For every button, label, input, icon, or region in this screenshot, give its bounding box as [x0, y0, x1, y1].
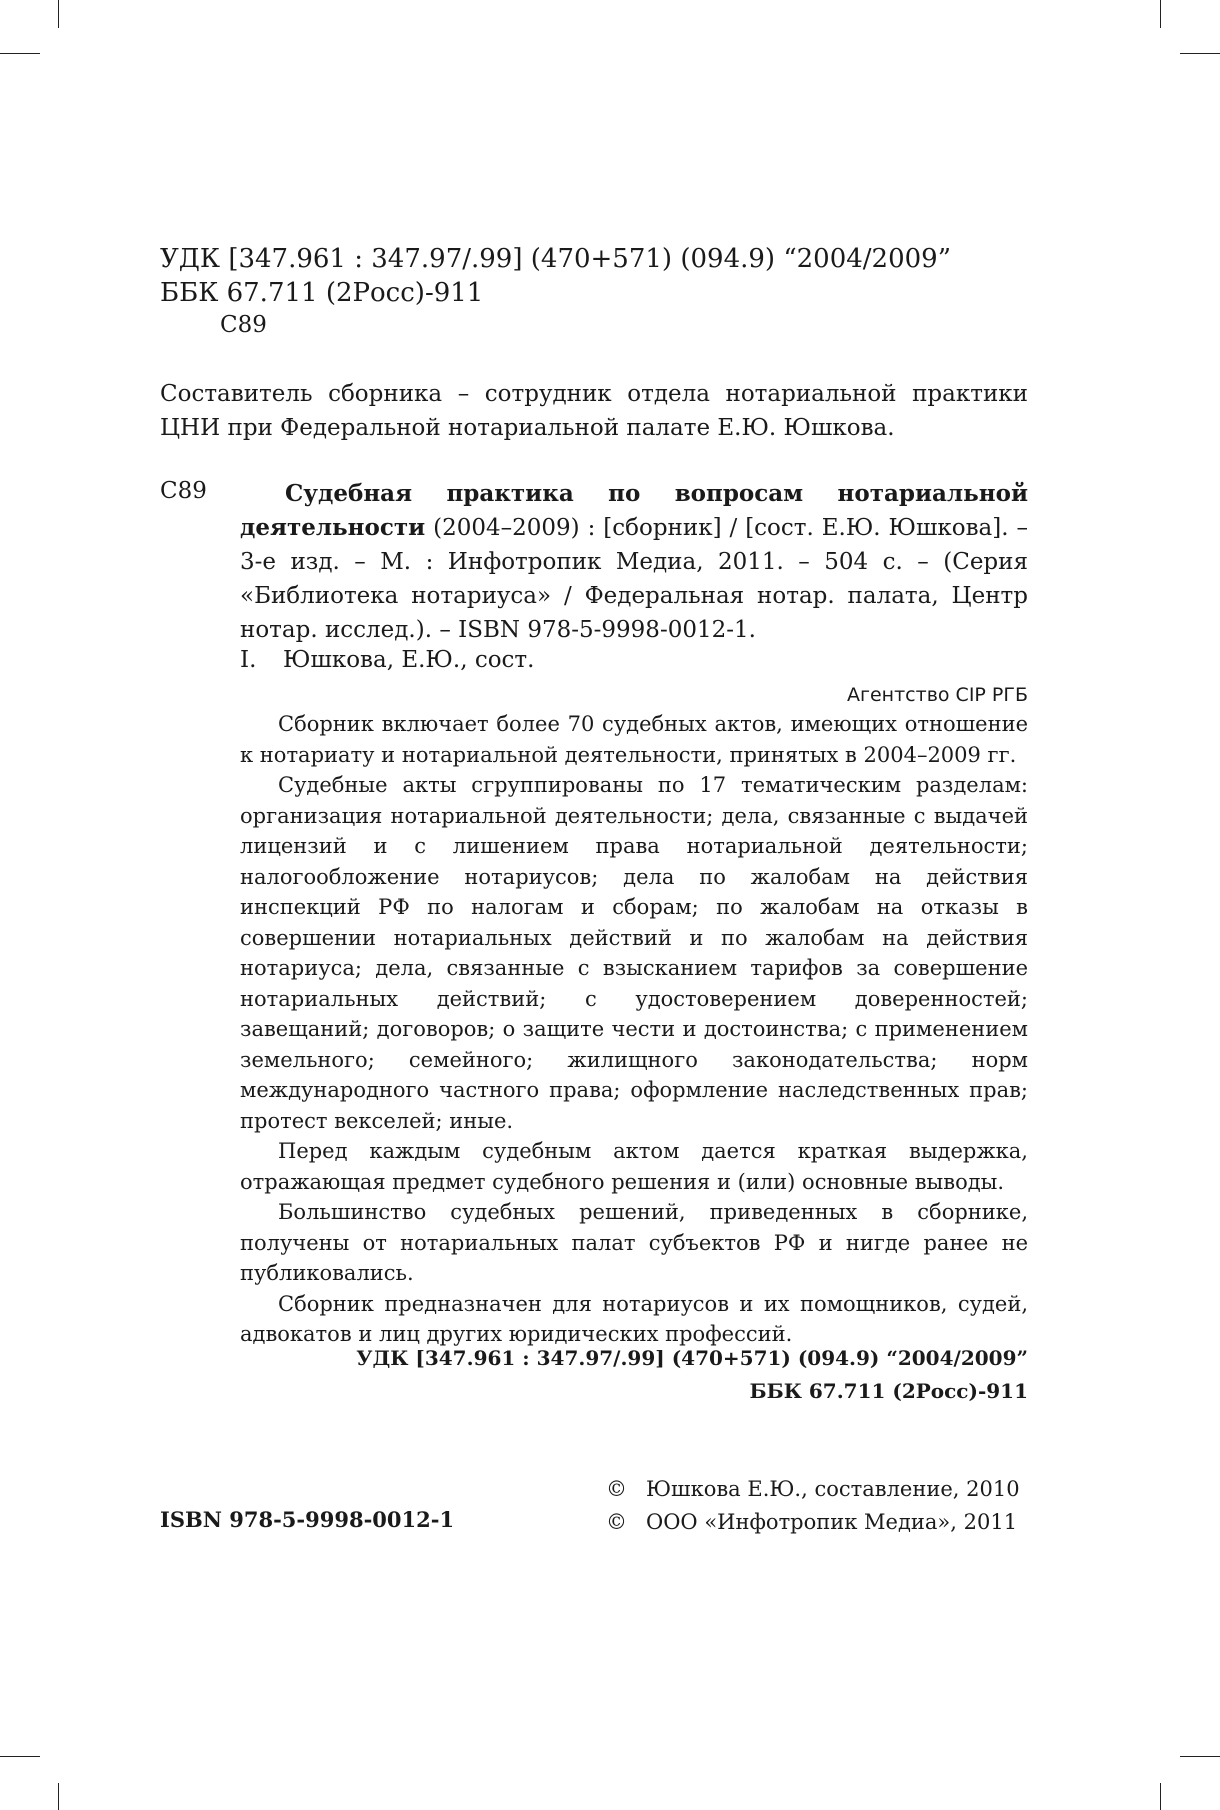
- added-entry-name: Юшкова, Е.Ю., сост.: [283, 647, 535, 673]
- copyright-line: [606, 1473, 1020, 1506]
- copyright-text: Юшкова Е.Ю., составление, 2010: [646, 1477, 1020, 1501]
- header-classification: [160, 242, 951, 310]
- crop-mark-top-left: [58, 0, 59, 28]
- annotation-paragraph: Судебные акты сгруппированы по 17 тематическим разделам: организация нотариальной деятельности; дела, связанные с выдачей лицензий и с лишением права нотариальной деятельности; налогообложение нотариусов; дела по жалобам на действия инспекций РФ по налогам и сборам; по жалобам на отказы в совершении нотариальных действий и по жалобам на действия нотариуса; дела, связанные с взысканием тарифов за совершение нотариальных действий; с удостоверением доверенностей; завещаний; договоров; о защите чести и достоинства; с применением земельного; семейного; жилищного законодательства; норм международного частного права; оформление наследственных прав; протест векселей; иные.: [240, 773, 1028, 1133]
- header-bbk: ББК 67.711 (2Росс)-911: [160, 278, 484, 308]
- bibliographic-record: [240, 477, 1028, 647]
- crop-mark-top-right: [1160, 0, 1161, 28]
- annotation: [240, 709, 1028, 1350]
- footer-udk: УДК [347.961 : 347.97/.99] (470+571) (094.9) “2004/2009”: [356, 1346, 1028, 1370]
- copyright-block: [606, 1473, 1020, 1539]
- compiler-note: Составитель сборника – сотрудник отдела нотариальной практики ЦНИ при Федеральной нотариальной палате Е.Ю. Юшкова.: [160, 381, 1028, 441]
- added-entry-numeral: I.: [240, 647, 257, 673]
- crop-mark-bottom-left: [58, 1783, 59, 1810]
- record-description: (2004–2009) : [сборник] / [сост. Е.Ю. Юшкова]. – 3-е изд. – М. : Инфотропик Медиа, 2011. – 504 с. – (Серия «Библиотека нотариуса» / Федеральная нотар. палата, Центр нотар. исслед.). – ISBN 978-5-9998-0012-1.: [240, 515, 1028, 643]
- copyright-line: [606, 1506, 1020, 1539]
- crop-mark-top-right-h: [1180, 53, 1220, 54]
- annotation-paragraph: Сборник включает более 70 судебных актов, имеющих отношение к нотариату и нотариальной деятельности, принятых в 2004–2009 гг.: [240, 712, 1028, 767]
- copyright-icon: ©: [606, 1510, 627, 1534]
- header-udk: УДК [347.961 : 347.97/.99] (470+571) (094.9) “2004/2009”: [160, 244, 952, 274]
- footer-bbk: ББК 67.711 (2Росс)-911: [749, 1379, 1028, 1403]
- annotation-paragraph: Перед каждым судебным актом дается краткая выдержка, отражающая предмет судебного решения и (или) основные выводы.: [240, 1139, 1028, 1194]
- record-title: Судебная практика по вопросам нотариальной деятельности: [240, 480, 1028, 541]
- record-code: С89: [160, 478, 207, 504]
- cip-agency: Агентство CIP РГБ: [847, 684, 1028, 706]
- annotation-paragraph: Большинство судебных решений, приведенных в сборнике, получены от нотариальных палат субъектов РФ и нигде ранее не публиковались.: [240, 1200, 1028, 1285]
- header-author-code: С89: [220, 312, 267, 338]
- annotation-paragraph: Сборник предназначен для нотариусов и их помощников, судей, адвокатов и лиц других юридических профессий.: [240, 1291, 1028, 1346]
- crop-mark-bottom-right-h: [1180, 1756, 1220, 1757]
- crop-mark-top-left-h: [0, 53, 40, 54]
- footer-classification: [356, 1342, 1028, 1408]
- copyright-text: ООО «Инфотропик Медиа», 2011: [646, 1510, 1018, 1534]
- added-entry: [240, 647, 534, 673]
- crop-mark-bottom-left-h: [0, 1756, 40, 1757]
- isbn: ISBN 978-5-9998-0012-1: [160, 1507, 455, 1532]
- crop-mark-bottom-right: [1160, 1783, 1161, 1810]
- copyright-icon: ©: [606, 1477, 627, 1501]
